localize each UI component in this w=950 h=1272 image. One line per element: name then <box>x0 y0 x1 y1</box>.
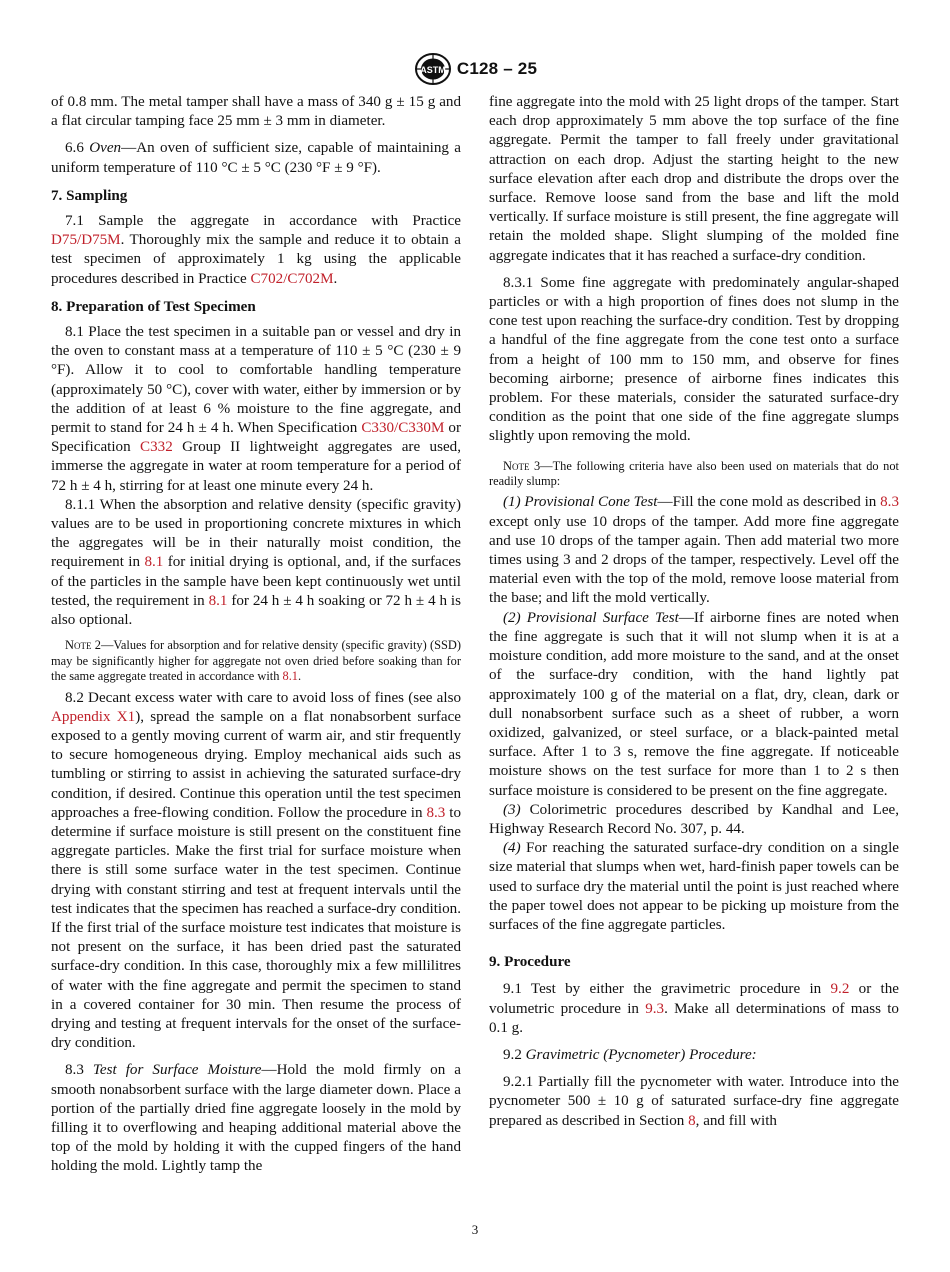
paragraph-9-2: 9.2 Gravimetric (Pycnometer) Procedure: <box>503 1046 757 1063</box>
paragraph-9-1: 9.1 Test by either the gravimetric procedure in 9.2 or the volumetric procedure in 9.3. Make all determinations of mass to 0.1 g. <box>489 981 899 1036</box>
link-8-3[interactable]: 8.3 <box>880 494 899 511</box>
right-column <box>489 93 899 1131</box>
section-heading-7: 7. Sampling <box>51 187 128 204</box>
criterion-4: (4) For reaching the saturated surface-dry condition on a single size material that slumps when wet, hard-finish paper towels can be used to surface dry the material until the point is just reached where the paper towel does not appear to be picking up moisture from the surfaces of the fine aggregate particles. <box>489 840 899 933</box>
paragraph-9-2-1: 9.2.1 Partially fill the pycnometer with water. Introduce into the pycnometer 500 ± 10 g of saturated surface-dry fine aggregate prepared as described in Section 8, and fill with <box>489 1074 899 1129</box>
criterion-1: (1) Provisional Cone Test—Fill the cone mold as described in 8.3 except only use 10 drops of the tamper. Add more fine aggregate and use 10 drops of the tamper again. Then add material two more times using 3 and 2 drops of the tamper, respectively. Level off the material even with the top of the mold, remove loose material from the base; and lift the mold vertically. <box>489 494 899 607</box>
paragraph-8-2: 8.2 Decant excess water with care to avoid loss of fines (see also Appendix X1), spread the sample on a flat nonabsorbent surface exposed to a gently moving current of warm air, and stir frequently to secure homogeneous drying. Employ mechanical aids such as tumbling or stirring to assist in achieving the saturated surface-dry condition, if desired. Continue this operation until the test specimen approaches a free-flowing condition. Follow the procedure in 8.3 to determine if surface moisture is still present on the constituent fine aggregate particles. Make the first trial for surface moisture when there is still some surface water in the test specimen. Continue drying with constant stirring and test at frequent intervals until the test indicates that the specimen has reached a surface-dry condition. If the first trial of the surface moisture test indicates that moisture is not present on the surface, it has been dried past the saturated surface-dry condition. In this case, thoroughly mix a few millilitres of water with the fine aggregate and permit the specimen to stand in a covered container for 30 min. Then resume the process of drying and testing at frequent intervals for the onset of the surface-dry condition. <box>51 689 462 1052</box>
link-appendix-x1[interactable]: Appendix X1 <box>51 708 136 725</box>
paragraph-7-1: 7.1 Sample the aggregate in accordance with Practice D75/D75M. Thoroughly mix the sample and reduce it to obtain a test specimen of approximately 1 kg using the applicable procedures described in Practice C702/C702M. <box>51 213 461 287</box>
link-c332[interactable]: C332 <box>140 439 173 456</box>
link-8-3[interactable]: 8.3 <box>426 804 446 821</box>
paragraph-6-6: 6.6 Oven—An oven of sufficient size, capable of maintaining a uniform temperature of 110 °C ± 5 °C (230 °F ± 9 °F). <box>51 140 461 176</box>
paragraph-8-3-continued: fine aggregate into the mold with 25 light drops of the tamper. Start each drop approximately 5 mm above the top surface of the fine aggregate. Permit the tamper to fall freely under gravitational attraction on each drop. Adjust the starting height to the new surface elevation after each drop and distribute the drops over the surface. Remove loose sand from the base and lift the mold vertically. If surface moisture is still present, the fine aggregate will retain the molded shape. Slight slumping of the molded fine aggregate indicates that it has reached a surface-dry condition. <box>489 94 899 264</box>
link-9-3[interactable]: 9.3 <box>645 1000 665 1017</box>
link-c702[interactable]: C702/C702M <box>250 270 334 287</box>
left-column <box>51 93 461 1177</box>
criterion-3: (3) Colorimetric procedures described by Kandhal and Lee, Highway Research Record No. 307, p. 44. <box>489 801 899 837</box>
link-8-1[interactable]: 8.1 <box>144 554 164 571</box>
page-number: 3 <box>471 1222 479 1237</box>
standard-designation: C128 – 25 <box>456 59 538 78</box>
link-d75[interactable]: D75/D75M <box>51 232 121 249</box>
svg-text:ASTM: ASTM <box>420 65 446 75</box>
astm-logo-icon <box>413 52 453 86</box>
link-c330[interactable]: C330/C330M <box>361 420 445 437</box>
link-8-1[interactable]: 8.1 <box>208 592 228 609</box>
paragraph-8-1: 8.1 Place the test specimen in a suitable pan or vessel and dry in the oven to constant mass at a temperature of 110 ± 5 °C (230 ± 9 °F). Allow it to cool to comfortable handling temperature (approximately 50 °C), cover with water, either by immersion or by the addition of at least 6 % moisture to the fine aggregate, and permit to stand for 24 h ± 4 h. When Specification C330/C330M or Specification C332 Group II lightweight aggregates are used, immerse the aggregate in water at room temperature for a period of 72 h ± 4 h, stirring for at least one minute every 24 h. <box>51 324 461 494</box>
section-heading-8: 8. Preparation of Test Specimen <box>51 298 256 315</box>
paragraph-8-1-1: 8.1.1 When the absorption and relative density (specific gravity) values are to be used in proportioning concrete mixtures in which the aggregates will be in their naturally moist condition, the requirement in 8.1 for initial drying is optional, and, if the surfaces of the particles in the sample have been kept continuously wet until tested, the requirement in 8.1 for 24 h ± 4 h soaking or 72 h ± 4 h is also optional. <box>51 496 461 629</box>
criterion-2: (2) Provisional Surface Test—If airborne fines are noted when the fine aggregate is such that it will not slump when it is at a moisture condition, add more moisture to the sand, and at the onset of the surface-dry condition, with the hand lightly pat approximately 100 g of the material on a flat, dry, clean, dark or dull nonabsorbent surface such as a sheet of rubber, a worn oxidized, galvanized, or steel surface, or a black-painted metal surface. After 1 to 3 s, remove the fine aggregate. If noticeable moisture shows on the test surface for more than 1 to 2 s then surface moisture is considered to be present on the fine aggregate. <box>489 609 899 799</box>
link-9-2[interactable]: 9.2 <box>830 981 850 998</box>
paragraph-8-3-1: 8.3.1 Some fine aggregate with predominately angular-shaped particles or with a high proportion of fines does not slump in the cone test upon reaching the surface-dry condition. Test by dropping a handful of the fine aggregate from the cone test onto a surface from a height of 100 mm to 150 mm, and observe for fines becoming airborne; presence of airborne fines indicates this problem. For these materials, consider the saturated surface-dry condition as the point that one side of the fine aggregate slumps slightly upon removing the mold. <box>489 274 899 445</box>
note-3: Note 3—The following criteria have also been used on materials that do not readily slump: <box>489 458 899 489</box>
note-2: Note 2—Values for absorption and for relative density (specific gravity) (SSD) may be significantly higher for aggregate not oven dried before soaking than for the same aggregate treated in accordance with 8.1. <box>51 638 461 684</box>
section-heading-9: 9. Procedure <box>489 954 571 971</box>
paragraph-6-5-continued: of 0.8 mm. The metal tamper shall have a mass of 340 g ± 15 g and a flat circular tamping face 25 mm ± 3 mm in diameter. <box>51 94 461 130</box>
link-8-1[interactable]: 8.1 <box>282 669 299 684</box>
paragraph-8-3: 8.3 Test for Surface Moisture—Hold the mold firmly on a smooth nonabsorbent surface with the large diameter down. Place a portion of the partially dried fine aggregate loosely in the mold by filling it to overflowing and heaping additional material above the top of the mold by holding it with the cupped fingers of the hand holding the mold. Lightly tamp the <box>51 1062 461 1175</box>
page-header <box>0 52 950 86</box>
link-section-8[interactable]: 8 <box>688 1112 696 1129</box>
